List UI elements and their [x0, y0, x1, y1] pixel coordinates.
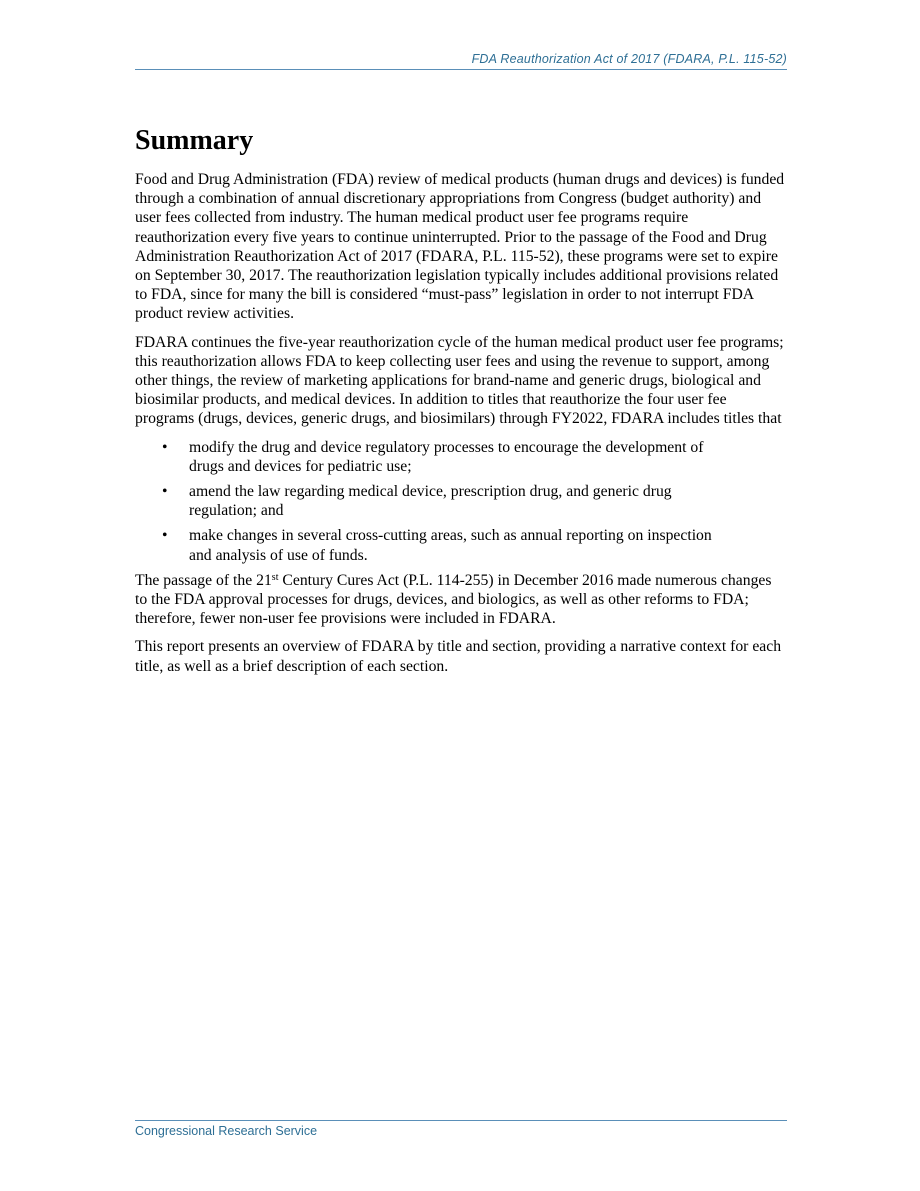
- list-item: [135, 482, 787, 520]
- bullet-text: make changes in several cross-cutting areas, such as annual reporting on inspection and analysis of use of funds.: [189, 527, 712, 564]
- titles-bullet-list: [135, 438, 787, 565]
- running-footer: Congressional Research Service: [135, 1120, 787, 1138]
- summary-heading: Summary: [135, 125, 254, 156]
- list-item: [135, 526, 787, 564]
- summary-paragraph-4: This report presents an overview of FDARA by title and section, providing a narrative context for each title, as well as a brief description of each section.: [135, 638, 782, 675]
- bullet-text: modify the drug and device regulatory processes to encourage the development of drugs and devices for pediatric use;: [189, 438, 704, 475]
- bullet-icon: •: [162, 438, 168, 456]
- bullet-text: amend the law regarding medical device, prescription drug, and generic drug regulation; and: [189, 483, 672, 520]
- bullet-icon: •: [162, 483, 168, 501]
- summary-section: [135, 122, 787, 685]
- bullet-icon: •: [162, 527, 168, 545]
- list-item: [135, 438, 787, 476]
- summary-paragraph-2: FDARA continues the five-year reauthorization cycle of the human medical product user fee programs; this reauthorization allows FDA to keep collecting user fees and using the revenue to support, among other things, the review of marketing applications for brand-name and generic drugs, biological and biosimilar products, and medical devices. In addition to titles that reauthorize the four user fee programs (drugs, devices, generic drugs, and biosimilars) through FY2022, FDARA includes titles that: [135, 333, 784, 428]
- paragraph-3-rest: Century Cures Act (P.L. 114-255) in December 2016 made numerous changes to the FDA approval processes for drugs, devices, and biologics, as well as other reforms to FDA; therefore, fewer non-user fee provisions were included in FDARA.: [135, 571, 772, 628]
- summary-paragraph-1: Food and Drug Administration (FDA) review of medical products (human drugs and devices) is funded through a combination of annual discretionary appropriations from Congress (budget authority) and user fees collected from industry. The human medical product user fee programs require reauthorization every five years to continue uninterrupted. Prior to the passage of the Food and Drug Administration Reauthorization Act of 2017 (FDARA, P.L. 115-52), these programs were set to expire on September 30, 2017. The reauthorization legislation typically includes additional provisions related to FDA, since for many the bill is considered “must-pass” legislation in order to not interrupt FDA product review activities.: [135, 171, 785, 323]
- paragraph-3-lead: The passage of the 21: [135, 571, 272, 589]
- running-header: FDA Reauthorization Act of 2017 (FDARA, P.L. 115-52): [135, 52, 787, 70]
- ordinal-superscript: st: [271, 571, 279, 583]
- summary-paragraph-3: [135, 571, 787, 629]
